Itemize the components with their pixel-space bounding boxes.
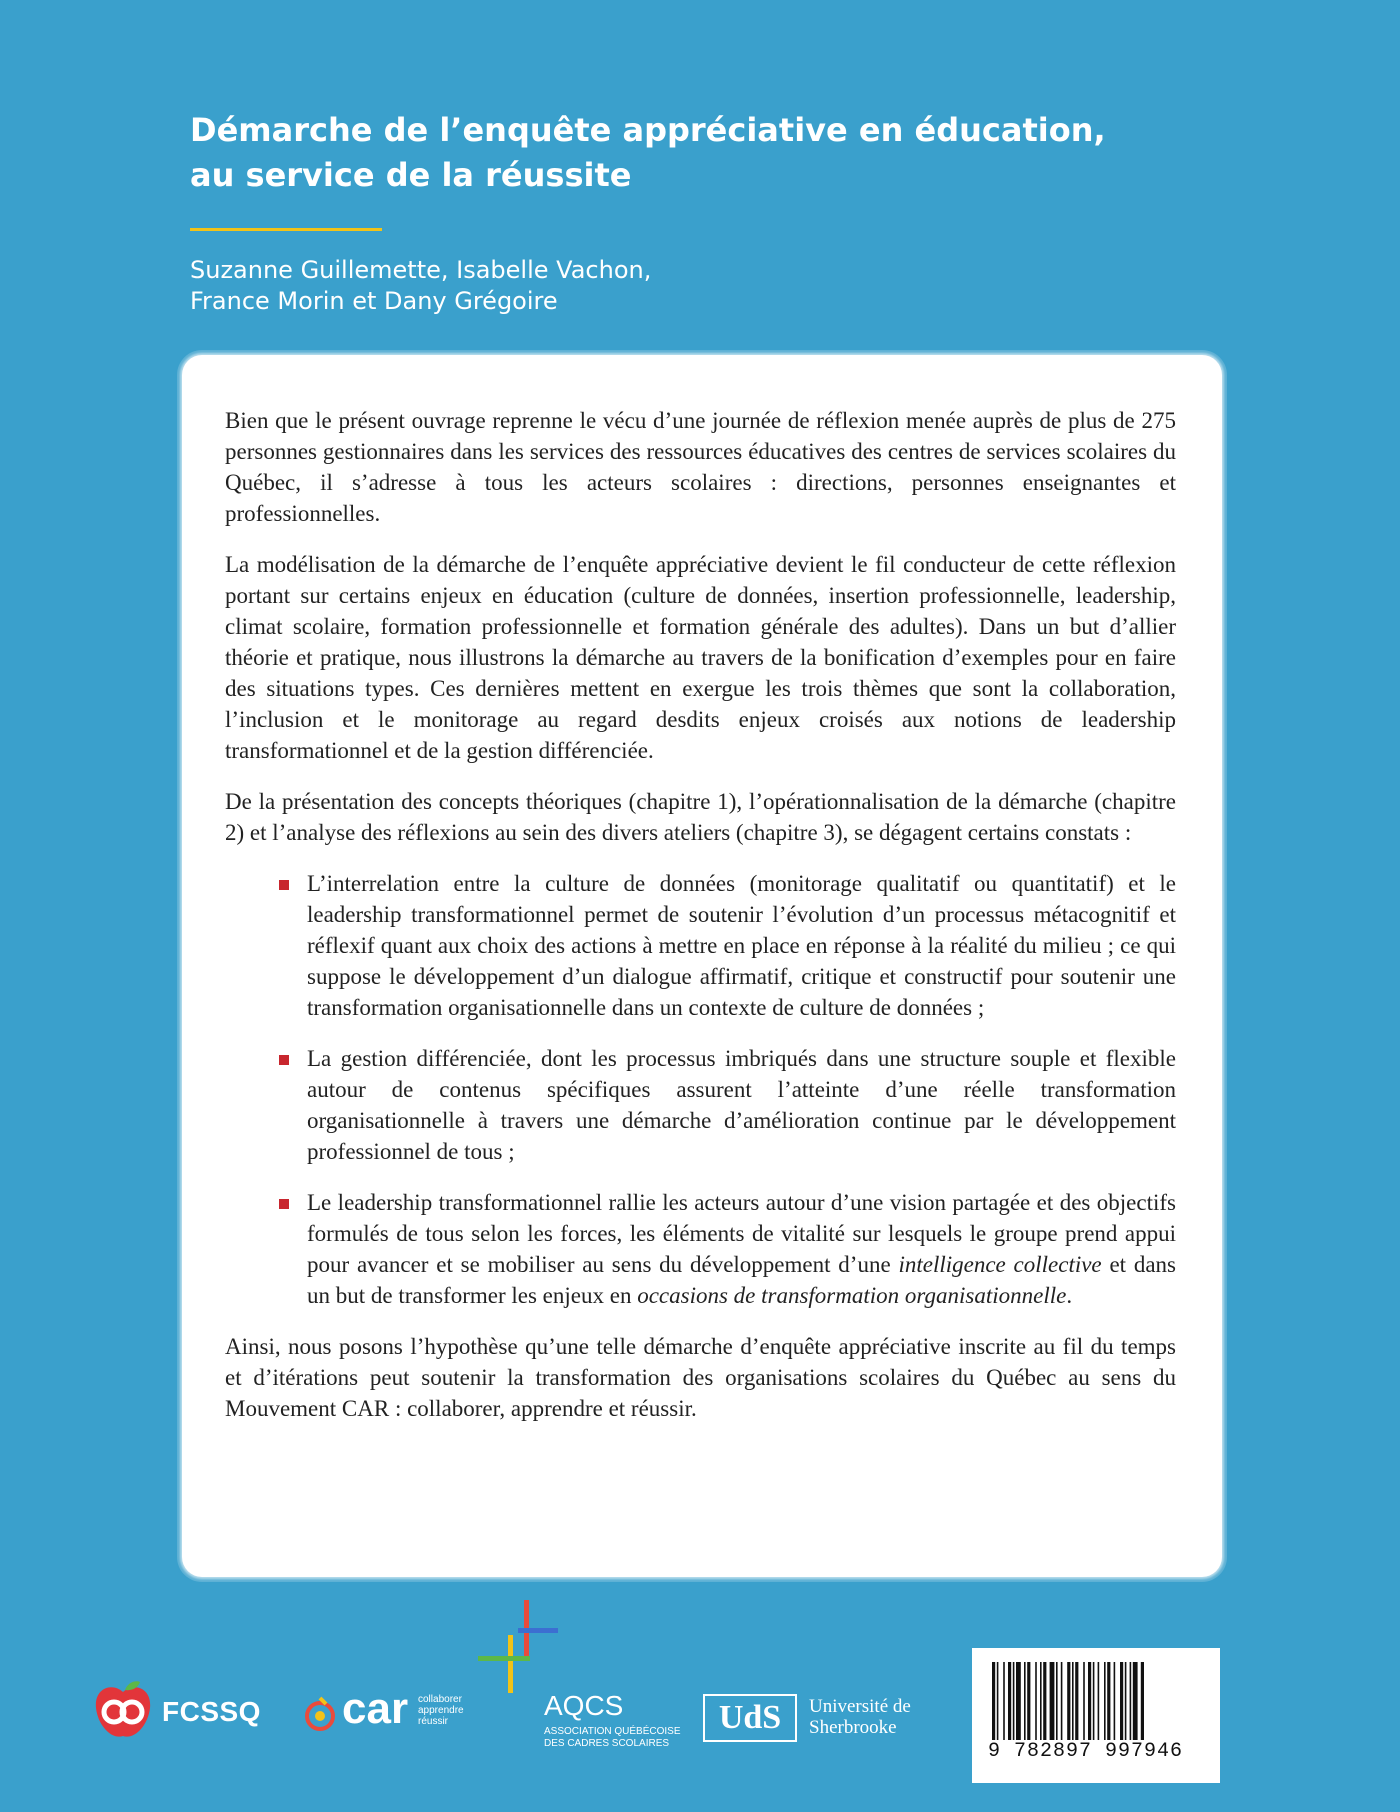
title-line-2: au service de la réussite — [190, 156, 632, 194]
barcode-bar — [997, 1662, 999, 1740]
finding-text: L’interrelation entre la culture de données (monitorage qualitatif ou quantitatif) et le leadership transformationnel permet de soutenir l’évolution d’un processus métacognitif et réflexif quant aux choix des actions à mettre en place en réponse à la réalité du milieu ; ce qui suppose le développement d’un dialogue affirmatif, critique et constructif pour soutenir une transformation organisationnelle dans un contexte de culture de données ; — [307, 871, 1176, 1020]
barcode-bar — [1088, 1662, 1091, 1740]
authors-line-2: France Morin et Dany Grégoire — [190, 287, 558, 315]
barcode-bar — [1013, 1662, 1015, 1740]
barcode-bar — [992, 1662, 995, 1740]
uds-monogram: UdS — [703, 1694, 797, 1742]
finding-text: La gestion différenciée, dont les processus imbriqués dans une structure souple et flexible autour de contenus spécifiques assurent l’atteinte d’une réelle transformation organisationnelle à travers une démarche d’amélioration continue par le développement professionnel de tous ; — [307, 1046, 1176, 1164]
paragraph-1: Bien que le présent ouvrage reprenne le vécu d’une journée de réflexion menée auprès de plus de 275 personnes gestionnaires dans les services des ressources éducatives des centres de services scolaires du Québec, il s’adresse à tous les acteurs scolaires : directions, personnes enseignantes et professionnelles. — [225, 408, 1176, 526]
uds-name — [809, 1696, 911, 1738]
uds-name-2: Sherbrooke — [809, 1717, 897, 1738]
barcode-bar — [1027, 1662, 1030, 1740]
uds-logo — [703, 1694, 933, 1746]
finding-text-part: . — [1066, 1283, 1073, 1308]
finding-emphasis: occasions de transformation organisationnelle — [637, 1283, 1067, 1308]
finding-item — [225, 1187, 1176, 1311]
car-tagline — [418, 1694, 464, 1727]
barcode-bar — [1120, 1662, 1123, 1740]
paragraph-3: De la présentation des concepts théoriques (chapitre 1), l’opérationnalisation de la démarche (chapitre 2) et l’analyse des réflexions au sein des divers ateliers (chapitre 3), se dégagent certains constats : — [225, 789, 1176, 845]
barcode-bar — [1114, 1662, 1116, 1740]
barcode-bar — [1072, 1662, 1074, 1740]
car-tagline-2: apprendre — [418, 1705, 464, 1716]
summary-panel — [182, 355, 1222, 1577]
findings-list — [225, 868, 1176, 1311]
car-wordmark: car — [342, 1684, 409, 1733]
aqcs-subtitle-2: DES CADRES SCOLAIRES — [544, 1738, 670, 1749]
aqcs-cross-icon — [478, 1600, 558, 1695]
barcode-bar — [1016, 1662, 1021, 1740]
square-bullet-icon — [279, 1199, 289, 1209]
barcode-bar — [1141, 1662, 1144, 1740]
isbn-digits: 9 782897 997946 — [988, 1740, 1184, 1763]
car-swirl-icon — [300, 1694, 340, 1734]
barcode-bar — [1107, 1662, 1110, 1740]
barcode-bar — [1050, 1662, 1055, 1740]
barcode-bar — [1024, 1662, 1026, 1740]
barcode-bar — [1133, 1662, 1138, 1740]
barcode-bar — [1130, 1662, 1132, 1740]
barcode-bar — [1083, 1662, 1085, 1740]
barcode-bar — [1098, 1662, 1100, 1740]
fcssq-wordmark: FCSSQ — [162, 1696, 261, 1727]
finding-item — [225, 1043, 1176, 1167]
barcode-bar — [1061, 1662, 1063, 1740]
finding-item — [225, 868, 1176, 1023]
aqcs-subtitle — [544, 1726, 681, 1750]
barcode-bar — [1003, 1662, 1005, 1740]
barcode-bar — [1040, 1662, 1042, 1740]
barcode-bar — [1075, 1662, 1078, 1740]
paragraph-2: La modélisation de la démarche de l’enquête appréciative devient le fil conducteur de cette réflexion portant sur certains enjeux en éducation (culture de données, insertion professionnelle, leadership, climat scolaire, formation professionnelle et formation générale des adultes). Dans un but d’allier théorie et pratique, nous illustrons la démarche au travers de la bonification d’exemples pour en faire des situations types. Ces dernières mettent en exergue les trois thèmes que sont la collaboration, l’inclusion et le monitorage au regard desdits enjeux croisés aux notions de leadership transformationnel et de la gestion différenciée. — [225, 552, 1176, 763]
title-divider — [190, 228, 382, 231]
barcode-bar — [1035, 1662, 1037, 1740]
finding-emphasis: intelligence collective — [898, 1252, 1102, 1277]
uds-name-1: Université de — [809, 1696, 911, 1717]
barcode-bar — [1056, 1662, 1058, 1740]
apple-icon — [92, 1680, 154, 1742]
barcode-bar — [1093, 1662, 1095, 1740]
aqcs-subtitle-1: ASSOCIATION QUÉBÉCOISE — [544, 1726, 681, 1737]
aqcs-logo — [478, 1600, 698, 1755]
car-logo — [300, 1680, 470, 1742]
aqcs-wordmark: AQCS — [544, 1690, 624, 1721]
paragraph-4: Ainsi, nous posons l’hypothèse qu’une telle démarche d’enquête appréciative inscrite au fil du temps et d’itérations peut soutenir la transformation des organisations scolaires du Québec au sens du Mouvement CAR : collaborer, apprendre et réussir. — [225, 1334, 1176, 1421]
car-tagline-1: collaborer — [418, 1694, 462, 1705]
barcode-bar — [1104, 1662, 1106, 1740]
title-line-1: Démarche de l’enquête appréciative en éducation, — [190, 111, 1106, 149]
finding-text-part: Le leadership transformationnel rallie les acteurs autour d’une vision partagée et des objectifs formulés de tous selon les forces, les éléments de vitalité sur lesquels le groupe prend appui pour avancer et se mobiliser au sens du développement d’une — [307, 1190, 1176, 1277]
barcode-bar — [1125, 1662, 1127, 1740]
car-tagline-3: réussir — [418, 1716, 449, 1727]
cover-header — [190, 108, 1190, 317]
fcssq-logo — [92, 1680, 267, 1742]
barcode-bar — [1043, 1662, 1046, 1740]
book-title — [190, 108, 1190, 198]
finding-text-part: et dans un but de transformer les enjeux en — [307, 1252, 1176, 1308]
barcode-bar — [1067, 1662, 1070, 1740]
square-bullet-icon — [279, 1055, 289, 1065]
barcode-bar — [1008, 1662, 1011, 1740]
barcode-bars — [992, 1662, 1200, 1740]
authors — [190, 255, 1190, 317]
isbn-barcode — [972, 1648, 1220, 1783]
authors-line-1: Suzanne Guillemette, Isabelle Vachon, — [190, 256, 652, 284]
square-bullet-icon — [279, 880, 289, 890]
